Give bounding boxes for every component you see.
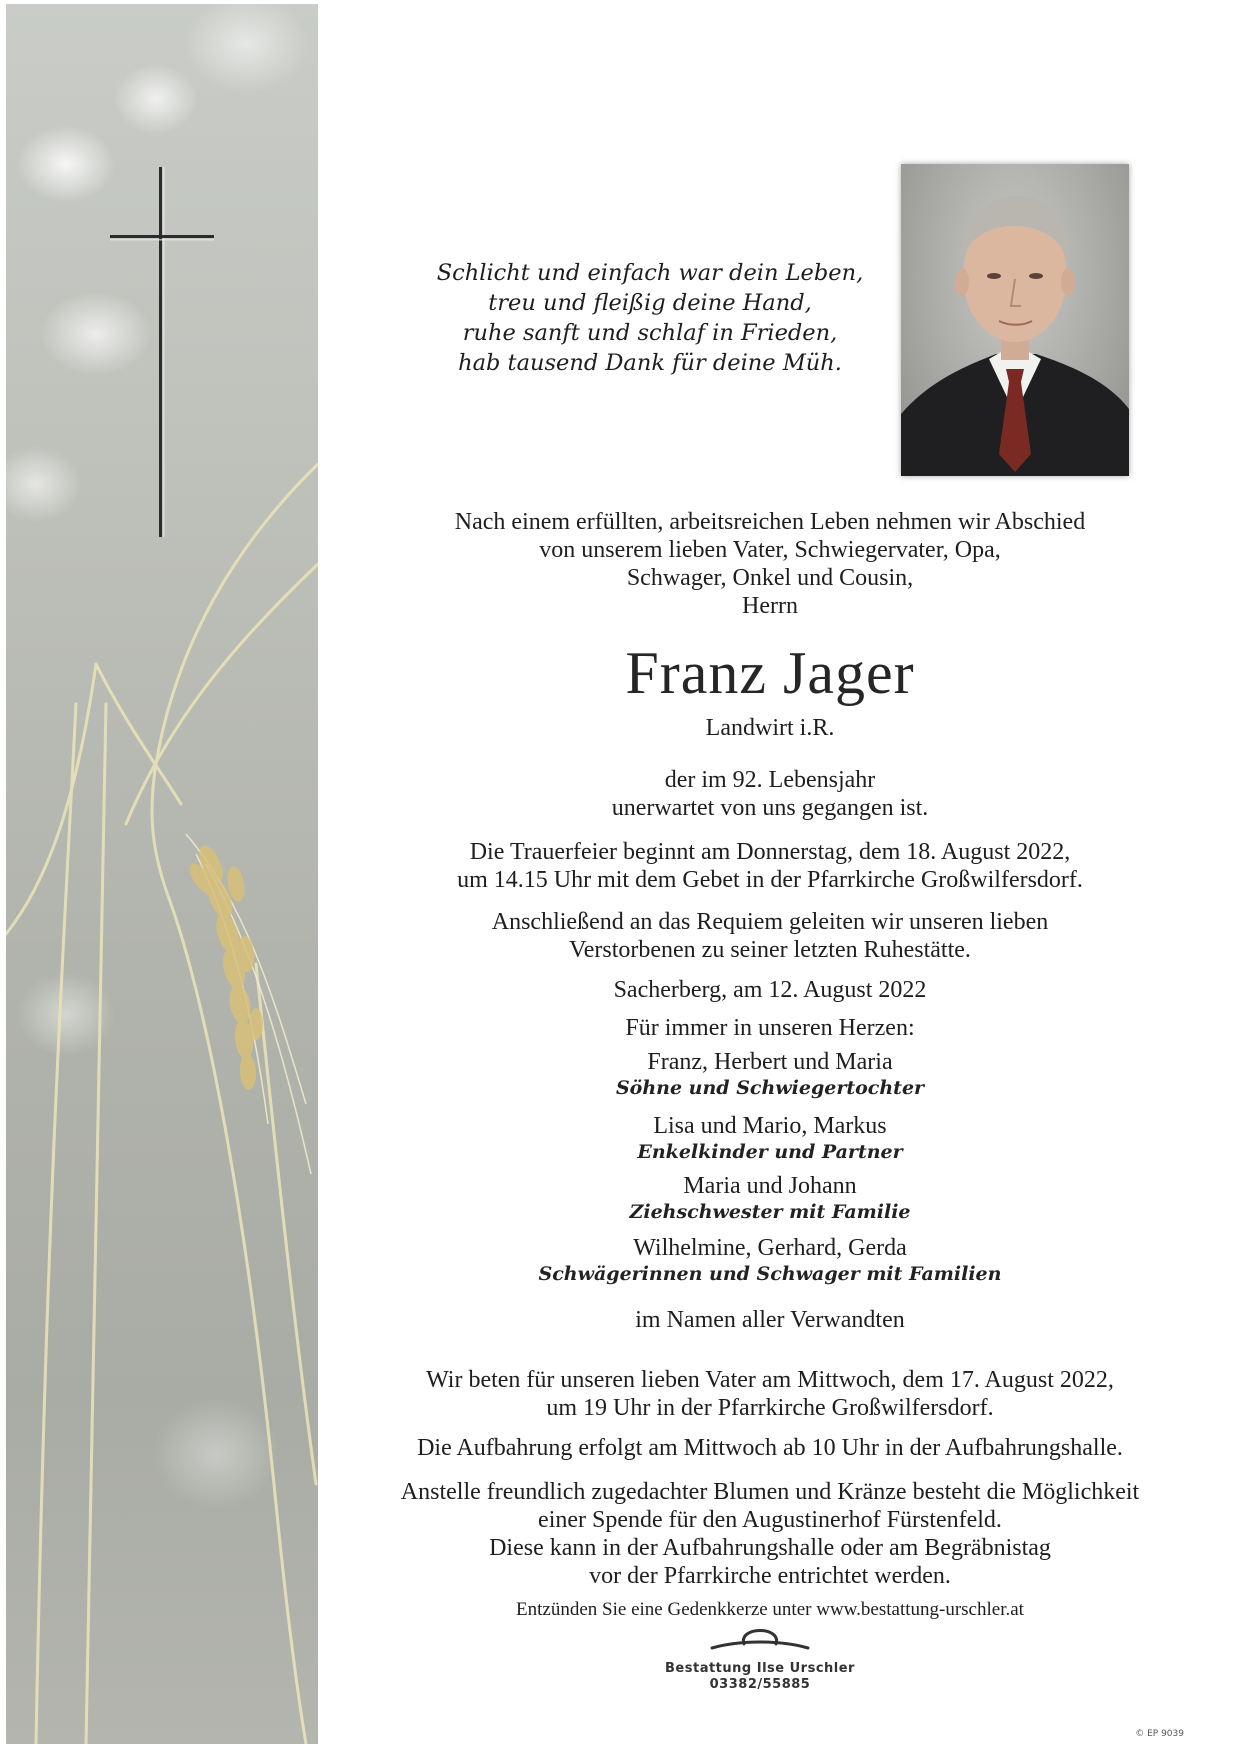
- mourner-names: Lisa und Mario, Markus: [653, 1113, 887, 1139]
- donation-line: vor der Pfarrkirche entrichtet werden.: [589, 1563, 951, 1589]
- mourner-role: Enkelkinder und Partner: [637, 1141, 903, 1163]
- funeral-home-name: Bestattung Ilse Urschler: [665, 1661, 855, 1676]
- intro-line: Schwager, Onkel und Cousin,: [626, 565, 914, 591]
- mourner-names: Maria und Johann: [683, 1173, 857, 1199]
- funeral-home-logo: [660, 1616, 860, 1693]
- mourner-names: Wilhelmine, Gerhard, Gerda: [633, 1235, 907, 1261]
- candle-note: Entzünden Sie eine Gedenkkerze unter www.bestattung-urschler.at: [516, 1599, 1024, 1620]
- intro-line: von unserem lieben Vater, Schwiegervater, Opa,: [539, 537, 1001, 563]
- prayer-line: Wir beten für unseren lieben Vater am Mittwoch, dem 17. August 2022,: [426, 1367, 1114, 1393]
- donation-line: Anstelle freundlich zugedachter Blumen und Kränze besteht die Möglichkeit: [400, 1479, 1140, 1505]
- funeral-home-phone: 03382/55885: [709, 1677, 811, 1692]
- age-line: unerwartet von uns gegangen ist.: [611, 795, 929, 821]
- requiem-line: Verstorbenen zu seiner letzten Ruhestätte.: [569, 937, 971, 963]
- poem-line: ruhe sanft und schlaf in Frieden,: [462, 320, 838, 346]
- mourner-role: Ziehschwester mit Familie: [629, 1201, 911, 1223]
- mourner-role: Söhne und Schwiegertochter: [615, 1077, 925, 1099]
- form-code: © EP 9039: [1135, 1729, 1184, 1739]
- donation-line: Diese kann in der Aufbahrungshalle oder am Begräbnistag: [489, 1535, 1051, 1561]
- mourner-group: [360, 1112, 1180, 1164]
- mourner-group: [360, 1048, 1180, 1100]
- ceremony-line: um 14.15 Uhr mit dem Gebet in der Pfarrkirche Großwilfersdorf.: [457, 867, 1083, 893]
- funeral-home-logo-icon: [700, 1616, 820, 1656]
- intro-line: Nach einem erfüllten, arbeitsreichen Leben nehmen wir Abschied: [454, 509, 1086, 535]
- mourner-names: Franz, Herbert und Maria: [647, 1049, 893, 1075]
- requiem-text: [360, 908, 1180, 964]
- mourners-heading: Für immer in unseren Herzen:: [625, 1015, 915, 1041]
- prayer-line: um 19 Uhr in der Pfarrkirche Großwilfersdorf.: [546, 1395, 994, 1421]
- viewing-text: Die Aufbahrung erfolgt am Mittwoch ab 10 Uhr in der Aufbahrungshalle.: [417, 1435, 1123, 1461]
- mourner-group: [360, 1234, 1180, 1286]
- cross-icon: [6, 4, 318, 1744]
- poem-line: treu und fleißig deine Hand,: [488, 290, 812, 316]
- portrait-illustration: [901, 164, 1129, 476]
- decorative-side-panel: [6, 4, 318, 1744]
- portrait-photo: [901, 164, 1129, 476]
- donation-text: [360, 1478, 1180, 1590]
- deceased-occupation: Landwirt i.R.: [705, 715, 835, 741]
- requiem-line: Anschließend an das Requiem geleiten wir unseren lieben: [491, 909, 1049, 935]
- poem: [390, 258, 910, 378]
- age-line: der im 92. Lebensjahr: [664, 767, 876, 793]
- ceremony-line: Die Trauerfeier beginnt am Donnerstag, dem 18. August 2022,: [469, 839, 1071, 865]
- donation-line: einer Spende für den Augustinerhof Fürstenfeld.: [538, 1507, 1002, 1533]
- deceased-name: Franz Jager: [625, 640, 915, 706]
- prayer-text: [360, 1366, 1180, 1422]
- poem-line: hab tausend Dank für deine Müh.: [458, 350, 842, 376]
- mourner-group: [360, 1172, 1180, 1224]
- intro-text: [360, 508, 1180, 620]
- relatives-line: im Namen aller Verwandten: [635, 1307, 905, 1333]
- ceremony-text: [360, 838, 1180, 894]
- place-date: Sacherberg, am 12. August 2022: [613, 977, 927, 1003]
- poem-line: Schlicht und einfach war dein Leben,: [436, 260, 864, 286]
- intro-line: Herrn: [742, 593, 798, 619]
- age-text: [360, 766, 1180, 822]
- mourner-role: Schwägerinnen und Schwager mit Familien: [538, 1263, 1002, 1285]
